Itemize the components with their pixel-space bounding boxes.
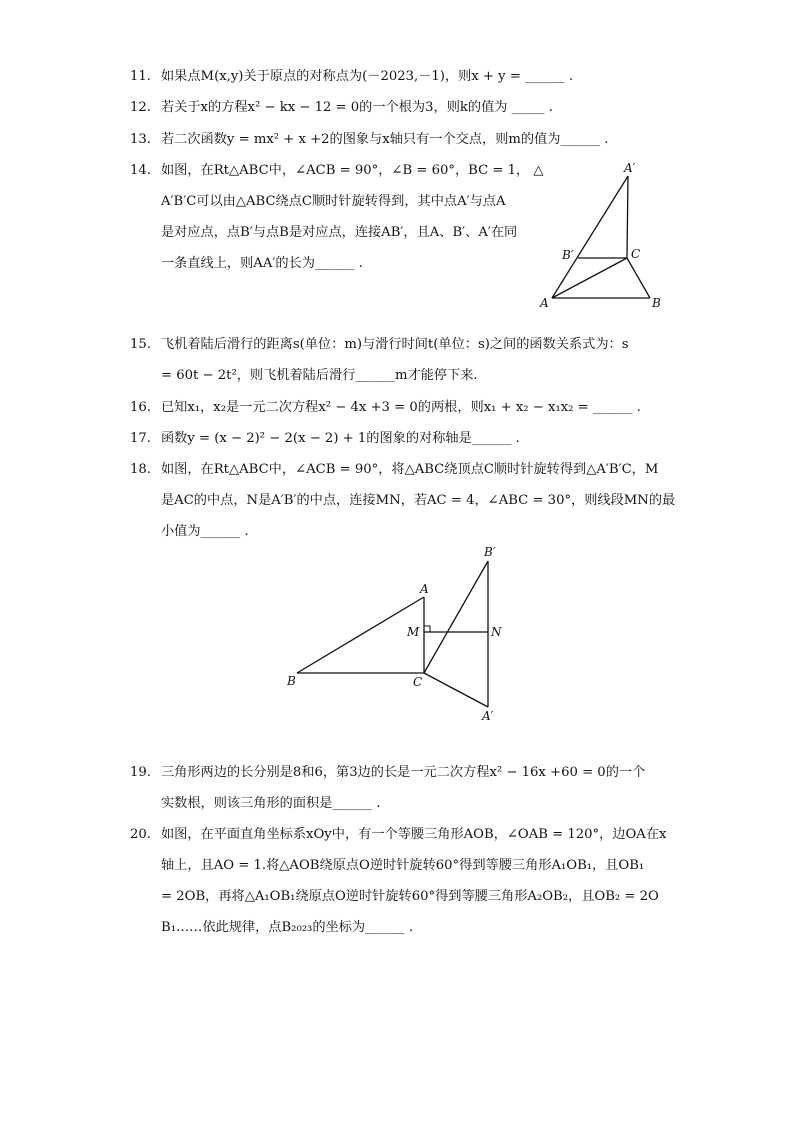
question-text-line-3: = 2OB，再将△A₁OB₁绕原点O逆时针旋转60°得到等腰三角形A₂OB₂，且OB₂ = 2O (161, 889, 659, 904)
label-b-prime: B′ (484, 545, 496, 559)
segment-a-prime-c (627, 176, 628, 258)
question-text-line-2: 轴上，且AO = 1.将△AOB绕原点O逆时针旋转60°得到等腰三角形A₁OB₁，且OB₁ (161, 858, 645, 873)
question-text-line-4: B₁……依此规律，点B₂₀₂₃的坐标为______ . (161, 920, 414, 935)
segment-c-b-prime (424, 561, 488, 673)
question-text-line-2: = 60t − 2t²，则飞机着陆后滑行______m才能停下来. (161, 368, 478, 383)
label-a: A (420, 582, 429, 596)
question-text: 如果点M(x,y)关于原点的对称点为(－2023,－1)，则x + y = ______ . (161, 69, 574, 84)
question-text-line-3: 小值为______ . (161, 524, 249, 539)
label-m: M (407, 625, 420, 639)
label-n: N (491, 625, 502, 639)
question-number: 18. (130, 462, 151, 477)
question-number: 11. (130, 69, 151, 84)
segment-a-c (552, 258, 627, 298)
question-number: 14. (130, 163, 151, 178)
question-text-line-3: 是对应点，点B′与点B是对应点，连接AB′，且A、B′、A′在同 (161, 225, 518, 240)
label-a-prime: A′ (482, 709, 494, 723)
segment-aa-prime (552, 176, 628, 298)
question-number: 17. (130, 431, 151, 446)
question-text-line-1: 如图，在Rt△ABC中，∠ACB = 90°，∠B = 60°，BC = 1， △ (161, 163, 544, 178)
question-text-line-4: 一条直线上，则AA′的长为______ . (161, 256, 363, 271)
question-text-line-2: 实数根，则该三角形的面积是______ . (161, 796, 381, 811)
figure-14-triangle (530, 152, 670, 314)
label-c: C (413, 675, 423, 689)
question-number: 20. (130, 827, 151, 842)
segment-b-a (297, 597, 424, 673)
label-a: A (540, 296, 549, 310)
question-number: 12. (130, 100, 151, 115)
label-c: C (631, 247, 641, 261)
question-text: 若二次函数y = mx² + x +2的图象与x轴只有一个交点，则m的值为______ . (161, 132, 609, 147)
question-text-line-1: 如图，在平面直角坐标系xOy中，有一个等腰三角形AOB，∠OAB = 120°，边OA在x (161, 827, 667, 842)
label-b: B (287, 674, 296, 688)
right-angle-mark (424, 626, 430, 632)
question-number: 19. (130, 765, 151, 780)
segment-c-b (627, 258, 650, 298)
question-number: 15. (130, 337, 151, 352)
question-text: 若关于x的方程x² − kx − 12 = 0的一个根为3，则k的值为 _____ . (161, 100, 553, 115)
label-b: B (652, 296, 661, 310)
question-text-line-1: 如图，在Rt△ABC中，∠ACB = 90°，将△ABC绕顶点C顺时针旋转得到△A′B′C，M (161, 462, 659, 477)
question-text: 已知x₁，x₂是一元二次方程x² − 4x +3 = 0的两根，则x₁ + x₂ − x₁x₂ = ______ . (161, 400, 641, 415)
segment-c-a-prime (424, 673, 488, 707)
question-number: 13. (130, 132, 151, 147)
question-text-line-2: 是AC的中点，N是A′B′的中点，连接MN，若AC = 4，∠ABC = 30°，则线段MN的最 (161, 493, 676, 508)
question-text-line-1: 三角形两边的长分别是8和6，第3边的长是一元二次方程x² − 16x +60 = 0的一个 (161, 765, 646, 780)
question-number: 16. (130, 400, 151, 415)
question-text-line-1: 飞机着陆后滑行的距离s(单位：m)与滑行时间t(单位：s)之间的函数关系式为：s (161, 337, 629, 352)
figure-18-rotation (280, 540, 510, 728)
question-text-line-2: A′B′C可以由△ABC绕点C顺时针旋转得到，其中点A′与点A (161, 194, 506, 209)
question-text: 函数y = (x − 2)² − 2(x − 2) + 1的图象的对称轴是______ . (161, 431, 520, 446)
label-a-prime: A′ (624, 161, 636, 175)
label-b-prime: B′ (562, 248, 574, 262)
